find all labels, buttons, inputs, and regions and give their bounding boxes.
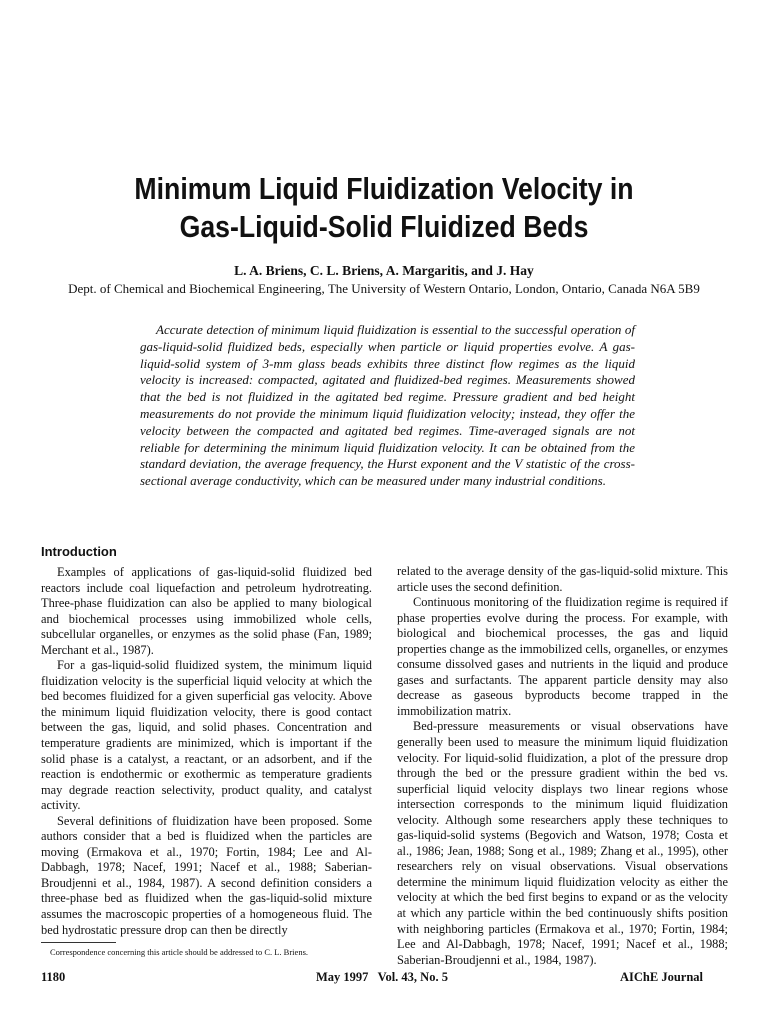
page-number: 1180 [41, 970, 66, 984]
paper-title [54, 170, 714, 246]
title-line-2: Gas-Liquid-Solid Fluidized Beds [179, 209, 589, 244]
paragraph: Several definitions of fluidization have been proposed. Some authors consider that a bed is fluidized when the particles are moving (Ermakova et al., 1970; Fortin, 1984; Lee and Al-Dabbagh, 1978; Nacef, 1991; Nacef et al., 1988; Saberian-Broudjenni et al., 1984, 1987). A second definition considers a three-phase bed as fluidized when the gas-liquid-solid mixture assumes the macroscopic properties of a homogeneous fluid. The bed hydrostatic pressure drop can then be directly [41, 813, 372, 937]
footnote: Correspondence concerning this article should be addressed to C. L. Briens. [50, 947, 309, 957]
affiliation: Dept. of Chemical and Biochemical Engineering, The University of Western Ontario, London, Ontario, Canada N6A 5B9 [68, 281, 700, 296]
section-heading-introduction: Introduction [41, 544, 117, 559]
author-list: L. A. Briens, C. L. Briens, A. Margaritis, and J. Hay [234, 263, 534, 278]
right-column [397, 564, 728, 968]
paragraph: Continuous monitoring of the fluidization regime is required if phase properties evolve during the process. For example, with biological and biochemical processes, the gas and liquid properties change as the immobilized cells, organelles, or enzymes consume dissolved gases and nutrients in the liquid and produce gases and surfactants. The apparent particle density may also decrease as gaseous byproducts become trapped in the immobilization matrix. [397, 595, 728, 718]
paragraph: Examples of applications of gas-liquid-solid fluidized bed reactors include coal liquefaction and petroleum hydrotreating. Three-phase fluidization can also be applied to many biological and biochemical processes using immobilized whole cells, subcellular organelles, or enzymes as the solid phase (Fan, 1989; Merchant et al., 1987). [41, 565, 372, 657]
issue-info: May 1997 Vol. 43, No. 5 [316, 970, 448, 984]
abstract: Accurate detection of minimum liquid fluidization is essential to the successful operation of gas-liquid-solid fluidized beds, especially when particle or liquid properties evolve. A gas-liquid-solid system of 3-mm glass beads exhibits three distinct flow regimes as the liquid velocity is increased: compacted, agitated and fluidized-bed regimes. Measurements showed that the bed is not fluidized in the agitated bed regime. Pressure gradient and bed height measurements do not provide the minimum liquid fluidization velocity; instead, they offer the velocity between the compacted and agitated bed regimes. Time-averaged signals are not reliable for determining the minimum liquid fluidization velocity. It can be obtained from the standard deviation, the average frequency, the Hurst exponent and the V statistic of the cross-sectional average conductivity, which can be measured under many industrial conditions. [140, 322, 635, 489]
paragraph: Bed-pressure measurements or visual observations have generally been used to measure the minimum liquid fluidization velocity. For liquid-solid fluidization, a plot of the pressure drop through the bed or the pressure gradient within the bed vs. superficial liquid velocity displays two linear regions whose intersection corresponds to the minimum liquid fluidization velocity. Although some researchers apply these techniques to gas-liquid-solid systems (Begovich and Watson, 1978; Costa et al., 1986; Jean, 1988; Song et al., 1989; Zhang et al., 1995), other researchers rely on visual observations. Visual observations determine the minimum liquid fluidization velocity as either the velocity at which the bed first begins to expand or as the velocity at which any particle within the bed continuously shifts position with neighboring particles (Ermakova et al., 1970; Fortin, 1984; Lee and Al-Dabbagh, 1978; Nacef, 1991; Nacef et al., 1988; Saberian-Broudjenni et al., 1984, 1987). [397, 719, 728, 967]
left-column [41, 543, 372, 938]
journal-name: AIChE Journal [620, 970, 704, 984]
paragraph: For a gas-liquid-solid fluidized system, the minimum liquid fluidization velocity is the superficial liquid velocity at which the bed becomes fluidized for a given superficial gas velocity. Above the minimum liquid fluidization velocity, there is good contact between the gas, liquid, and solid phases. Concentration and temperature gradients are minimized, which is important if the solid phase is a catalyst, a reactant, or an adsorbent, and if the reaction is endothermic or exothermic as temperature gradients may degrade reaction selectivity, product quality, and catalyst activity. [41, 658, 372, 813]
title-line-1: Minimum Liquid Fluidization Velocity in [134, 171, 634, 206]
paragraph: related to the average density of the gas-liquid-solid mixture. This article uses the second definition. [397, 564, 728, 594]
footnote-rule [41, 942, 116, 943]
